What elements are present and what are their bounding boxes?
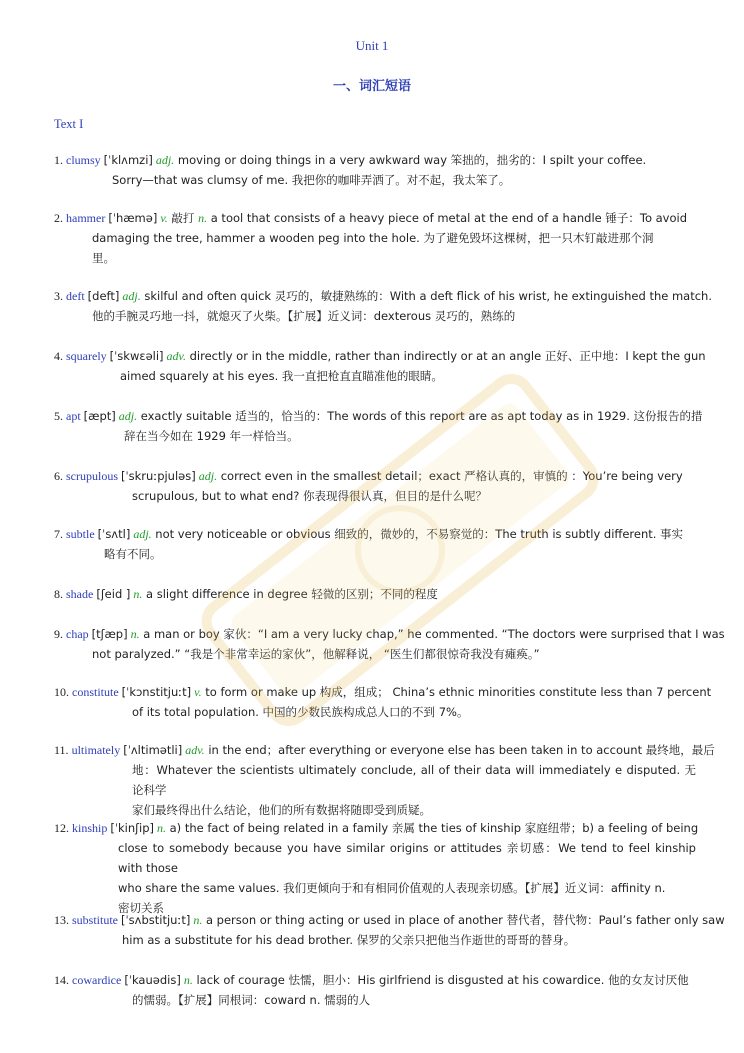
entry-number: 7. [54,527,63,541]
definition-continuation: scrupulous, but to what end? 你表现得很认真，但目的是什么呢？ [132,489,488,503]
unit-title: Unit 1 [355,38,389,53]
entry-number: 5. [54,409,63,423]
vocab-entry [54,406,703,446]
definition-text: a tool that consists of a heavy piece of metal at the end of a handle 锤子：To avoid [207,211,688,225]
entry-number: 11. [54,743,69,757]
headword: kinship [72,821,108,835]
headword: clumsy [66,153,101,167]
part-of-speech: v. [194,685,202,699]
vocab-entry [54,584,696,604]
definition-continuation: 的懦弱。【扩展】同根词：coward n. 懦弱的人 [132,993,371,1007]
phonetic: [tʃæp] [91,627,128,641]
part-of-speech: adj. [155,153,175,167]
headword: deft [66,289,85,303]
definition-text: not very noticeable or obvious 细致的，微妙的，不易察觉的：The truth is subtly different. 事实 [151,527,684,541]
headword: hammer [66,211,106,225]
definition-continuation: 略有不同。 [104,547,162,561]
vocab-entry [54,524,696,564]
phonetic: [ˈkauədis] [124,973,181,987]
headword: squarely [66,349,107,363]
definition-continuation: 他的手腕灵巧地一抖，就熄灭了火柴。【扩展】近义词：dexterous 灵巧的，熟练的 [92,309,516,323]
definition-continuation: 家们最终得出什么结论，他们的所有数据将随即受到质疑。 [132,803,431,817]
definition-continuation: 里。 [92,251,115,265]
headword: cowardice [72,973,122,987]
headword: shade [66,587,94,601]
phonetic: [ˈskruːpjuləs] [121,469,196,483]
definition-continuation: damaging the tree, hammer a wooden peg into the hole. 为了避免毁坏这棵树，把一只木钉敲进那个洞 [92,231,654,245]
headword: substitute [72,913,119,927]
vocab-entry [54,682,712,722]
vocab-entry [54,466,696,506]
definition-continuation: 辞在当今如在 1929 年一样恰当。 [124,429,299,443]
phonetic: [æpt] [83,409,116,423]
definition-text: a slight difference in degree 轻微的区别；不同的程度 [142,587,438,601]
phonetic: [ʃeid ] [96,587,131,601]
phonetic: [ˈsʌtl] [97,527,131,541]
phonetic: [ˈʌltimətli] [123,743,183,757]
part-of-speech: n. [198,211,208,225]
definition-text: directly or in the middle, rather than indirectly or at an angle 正好、正中地：I kept the gun [185,349,706,363]
headword: chap [66,627,89,641]
entry-number: 6. [54,469,63,483]
part-of-speech: n. [193,913,203,927]
headword: subtle [66,527,95,541]
headword: constitute [72,685,119,699]
definition-text: a man or boy 家伙：“I am a very lucky chap,” he commented. “The doctors were surprised that I was [139,627,725,641]
definition-text: exactly suitable 适当的，恰当的：The words of this report are as apt today as in 1929. 这份报告的措 [137,409,703,423]
definition-continuation: close to somebody because you have similar origins or attitudes 亲切感：We tend to feel kinship with those [118,841,696,875]
vocab-entry [54,624,725,664]
part-of-speech: adj. [198,469,218,483]
definition-continuation: Sorry—that was clumsy of me. 我把你的咖啡弄洒了。对不起，我太笨了。 [112,173,511,187]
part-of-speech: adj. [118,409,138,423]
definition-text: 敲打 [167,211,199,225]
phonetic: [ˈklʌmzi] [103,153,153,167]
text-label: Text I [54,117,84,131]
definition-text: moving or doing things in a very awkward way 笨拙的，拙劣的：I spilt your coffee. [174,153,647,167]
definition-text: in the end；after everything or everyone else has been taken in to account 最终地，最后 [204,743,715,757]
definition-continuation: 密切关系 [118,901,164,915]
vocab-entry [54,346,706,386]
definition-continuation: of its total population. 中国的少数民族构成总人口的不到 7%。 [132,705,469,719]
definition-continuation: aimed squarely at his eyes. 我一直把枪直直瞄准他的眼睛。 [120,369,443,383]
entry-number: 1. [54,153,63,167]
part-of-speech: n. [133,587,143,601]
phonetic: [ˈkɔnstitjuːt] [121,685,192,699]
definition-text: a person or thing acting or used in place of another 替代者，替代物：Paul’s father only saw [202,913,725,927]
definition-continuation: 地：Whatever the scientists ultimately conclude, all of their data will immediately e disputed. 无论科学 [132,763,696,797]
definition-text: correct even in the smallest detail；exact 严格认真的，审慎的 ：You’re being very [217,469,683,483]
definition-text: to form or make up 构成，组成； China’s ethnic minorities constitute less than 7 percent [201,685,712,699]
part-of-speech: adv. [185,743,205,757]
vocab-entry [54,208,696,268]
entry-number: 2. [54,211,63,225]
definition-continuation: who share the same values. 我们更倾向于和有相同价值观的人表现亲切感。【扩展】近义词：affinity n. [118,881,666,895]
entry-number: 13. [54,913,69,927]
part-of-speech: n. [183,973,193,987]
headword: apt [66,409,81,423]
section-title: 一、词汇短语 [332,79,411,94]
headword: scrupulous [66,469,118,483]
part-of-speech: adv. [166,349,186,363]
definition-text: a) the fact of being related in a family 亲属 the ties of kinship 家庭纽带；b) a feeling of being [165,821,699,835]
phonetic: [ˈskwɛəli] [109,349,164,363]
phonetic: [deft] [87,289,120,303]
entry-number: 9. [54,627,63,641]
definition-text: skilful and often quick 灵巧的，敏捷熟练的：With a deft flick of his wrist, he extinguished the match. [140,289,713,303]
vocab-entry [54,150,696,190]
phonetic: [ˈkinʃip] [110,821,154,835]
entry-number: 14. [54,973,69,987]
part-of-speech: adj. [133,527,152,541]
entry-number: 10. [54,685,69,699]
part-of-speech: v. [160,211,168,225]
vocab-entry [54,286,713,326]
entry-number: 8. [54,587,63,601]
phonetic: [ˈhæmə] [108,211,158,225]
part-of-speech: adj. [122,289,141,303]
headword: ultimately [71,743,121,757]
phonetic: [ˈsʌbstitjuːt] [121,913,191,927]
definition-continuation: not paralyzed.” “我是个非常幸运的家伙”，他解释说， “医生们都很惊奇我没有瘫痪。” [92,647,540,661]
vocab-entry [54,818,699,918]
part-of-speech: n. [130,627,140,641]
entry-number: 3. [54,289,63,303]
definition-text: lack of courage 怯懦，胆小：His girlfriend is disgusted at his cowardice. 他的女友讨厌他 [192,973,689,987]
definition-continuation: him as a substitute for his dead brother. 保罗的父亲只把他当作逝世的哥哥的替身。 [122,933,576,947]
entry-number: 12. [54,821,69,835]
vocab-entry [54,970,696,1010]
part-of-speech: n. [156,821,166,835]
entry-number: 4. [54,349,63,363]
vocab-entry [54,740,715,820]
vocab-entry [54,910,725,950]
